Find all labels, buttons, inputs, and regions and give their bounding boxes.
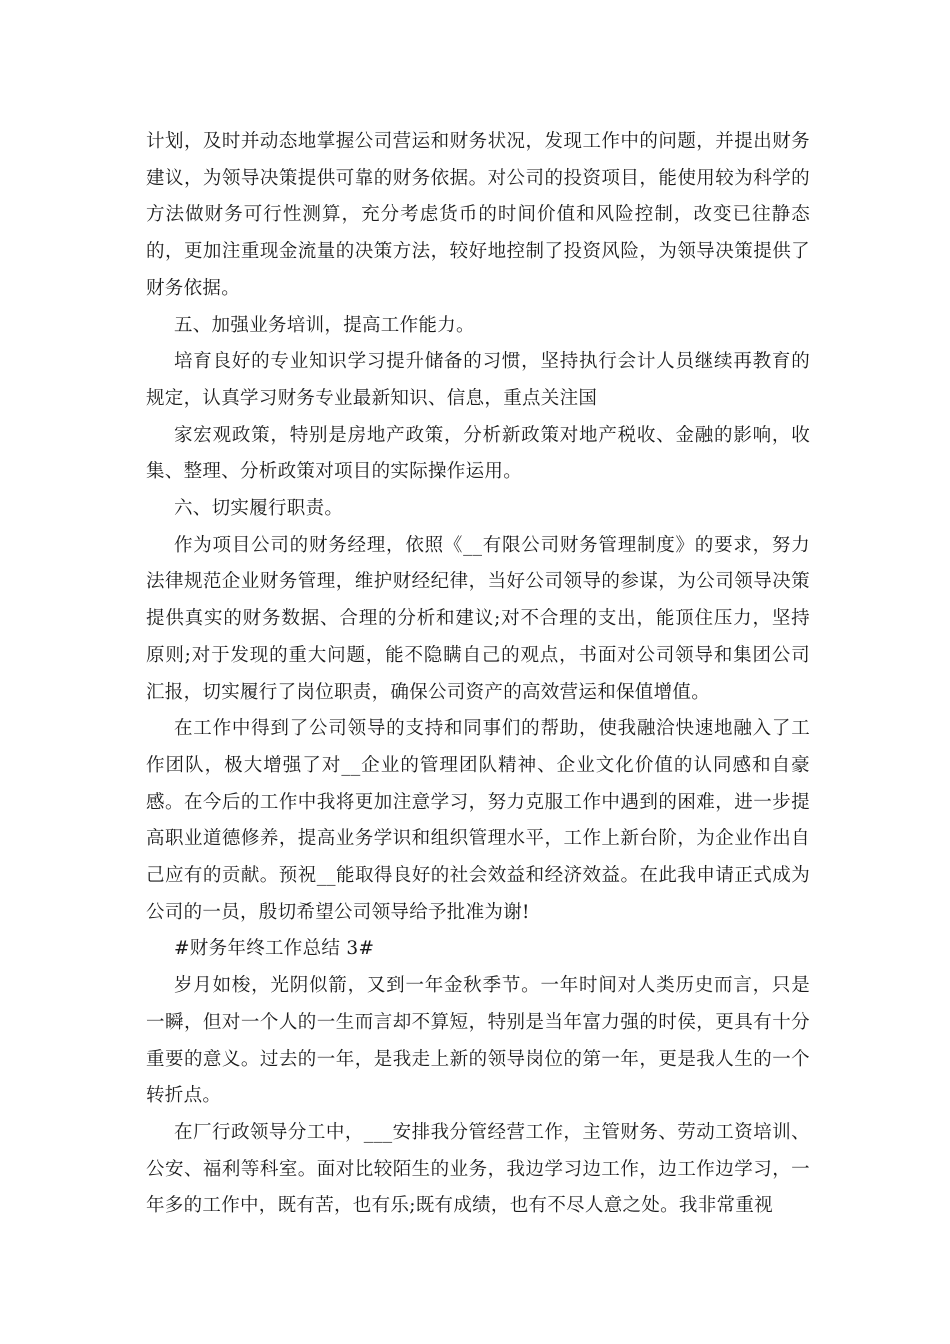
paragraph-macro-policy: 家宏观政策，特别是房地产政策，分析新政策对地产税收、金融的影响，收集、整理、分析政策对项目的实际操作运用。 [146, 424, 810, 483]
paragraph-division-of-work: 在厂行政领导分工中，___安排我分管经营工作，主管财务、劳动工资培训、公安、福利等科室。面对比较陌生的业务，我边学习边工作，边工作边学习，一年多的工作中，既有苦，也有乐;既有成绩，也有不尽人意之处。我非常重视 [146, 1121, 810, 1217]
paragraph-financial-planning: 计划，及时并动态地掌握公司营运和财务状况，发现工作中的问题，并提出财务建议，为领导决策提供可靠的财务依据。对公司的投资项目，能使用较为科学的方法做财务可行性测算，充分考虑货币的时间价值和风险控制，改变已往静态的，更加注重现金流量的决策方法，较好地控制了投资风险，为领导决策提供了财务依据。 [146, 131, 810, 299]
paragraph-year-reflection: 岁月如梭，光阴似箭，又到一年金秋季节。一年时间对人类历史而言，只是一瞬，但对一个人的一生而言却不算短，特别是当年富力强的时侯，更具有十分重要的意义。过去的一年，是我走上新的领导岗位的第一年，更是我人生的一个转折点。 [146, 975, 810, 1107]
paragraph-gratitude: 在工作中得到了公司领导的支持和同事们的帮助，使我融洽快速地融入了工作团队，极大增强了对__企业的管理团队精神、企业文化价值的认同感和自豪感。在今后的工作中我将更加注意学习，努力克服工作中遇到的困难，进一步提高职业道德修养，提高业务学识和组织管理水平，工作上新台阶，为企业作出自己应有的贡献。预祝__能取得良好的社会效益和经济效益。在此我申请正式成为公司的一员，殷切希望公司领导给予批准为谢! [146, 718, 810, 923]
heading-section-five: 五、加强业务培训，提高工作能力。 [174, 314, 475, 336]
document-body [146, 124, 810, 1225]
paragraph-professional-learning: 培育良好的专业知识学习提升储备的习惯，坚持执行会计人员继续再教育的规定，认真学习财务专业最新知识、信息，重点关注国 [146, 351, 810, 409]
heading-summary-three: #财务年终工作总结 3# [174, 938, 375, 960]
paragraph-manager-duties: 作为项目公司的财务经理，依照《__有限公司财务管理制度》的要求，努力法律规范企业财务管理，维护财经纪律，当好公司领导的参谋，为公司领导决策提供真实的财务数据、合理的分析和建议;对不合理的支出，能顶住压力，坚持原则;对于发现的重大问题，能不隐瞒自己的观点，书面对公司领导和集团公司汇报，切实履行了岗位职责，确保公司资产的高效营运和保值增值。 [146, 534, 810, 703]
heading-section-six: 六、切实履行职责。 [174, 498, 344, 520]
